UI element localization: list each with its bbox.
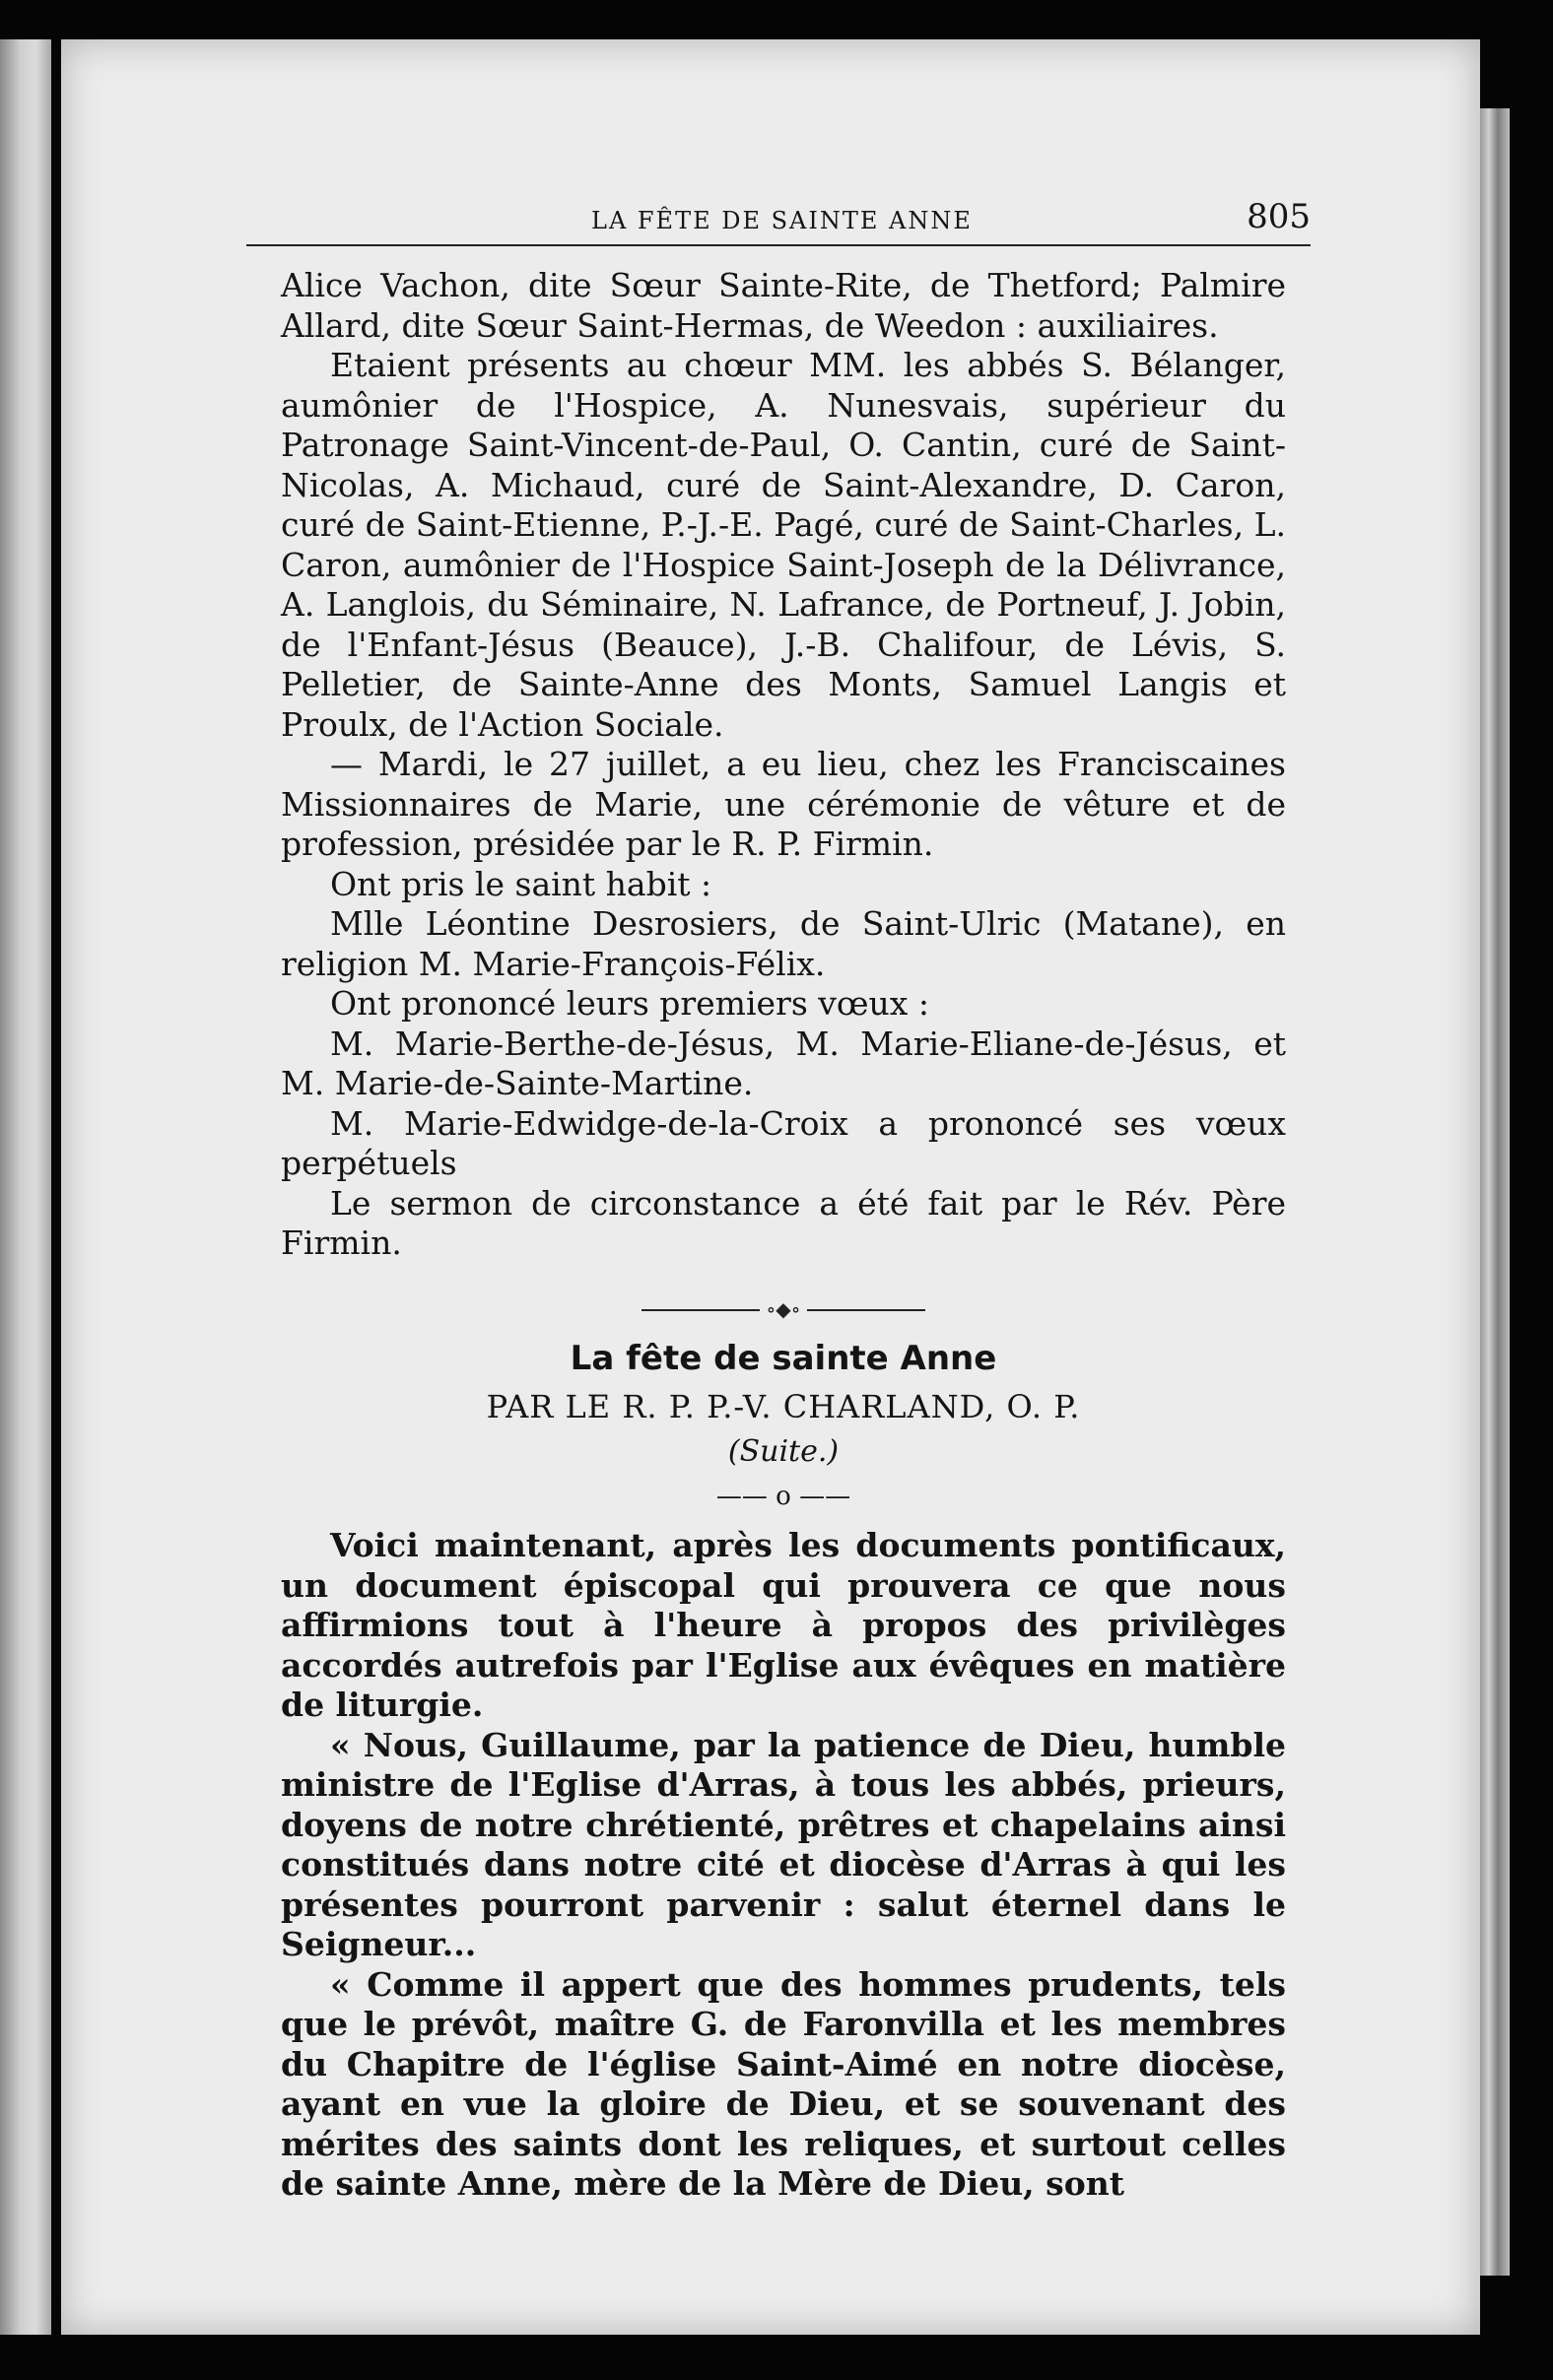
paragraph: Mlle Léontine Desrosiers, de Saint-Ulric (Matane), en religion M. Marie-François-Félix.: [281, 904, 1286, 983]
article-title: La fête de sainte Anne: [570, 1339, 997, 1378]
page-number: 805: [1247, 197, 1311, 236]
small-separator: —— o ——: [715, 1481, 851, 1511]
running-header: [246, 175, 1311, 246]
paragraph: « Comme il appert que des hommes prudents, tels que le prévôt, maître G. de Faronvilla et les membres du Chapitre de l'église Saint-Aimé en notre diocèse, ayant en vue la gloire de Dieu, et se souvenant des mérites des saints dont les reliques, et surtout celles de sainte Anne, mère de la Mère de Dieu, sont: [281, 1964, 1286, 2203]
ornament-glyph: ∘◆∘: [766, 1296, 801, 1321]
paragraph: Alice Vachon, dite Sœur Sainte-Rite, de Thetford; Palmire Allard, dite Sœur Saint-Hermas, de Weedon : auxiliaires.: [281, 266, 1286, 345]
article-continuation-note: (Suite.): [727, 1434, 840, 1469]
paragraph: Voici maintenant, après les documents pontificaux, un document épiscopal qui prouvera ce que nous affirmions tout à l'heure à propos des privilèges accordés autrefois par l'Eglise aux évêques en matière de liturgie.: [281, 1526, 1286, 1724]
ornament-line: [807, 1309, 925, 1311]
section-ornament: [281, 1289, 1286, 1330]
paragraph: Le sermon de circonstance a été fait par le Rév. Père Firmin.: [281, 1183, 1286, 1262]
running-title: LA FÊTE DE SAINTE ANNE: [591, 207, 973, 234]
page-body: [281, 266, 1286, 2205]
adjacent-page-edge: [0, 39, 51, 2335]
paragraph: Etaient présents au chœur MM. les abbés S. Bélanger, aumônier de l'Hospice, A. Nunesvais, supérieur du Patronage Saint-Vincent-de-Paul, O. Cantin, curé de Saint-Nicolas, A. Michaud, curé de Saint-Alexandre, D. Caron, curé de Saint-Etienne, P.-J.-E. Pagé, curé de Saint-Charles, L. Caron, aumônier de l'Hospice Saint-Joseph de la Délivrance, A. Langlois, du Séminaire, N. Lafrance, de Portneuf, J. Jobin, de l'Enfant-Jésus (Beauce), J.-B. Chalifour, de Lévis, S. Pelletier, de Sainte-Anne des Monts, Samuel Langis et Proulx, de l'Action Sociale.: [281, 346, 1286, 744]
paragraph: « Nous, Guillaume, par la patience de Dieu, humble ministre de l'Eglise d'Arras, à tous les abbés, prieurs, doyens de notre chrétienté, prêtres et chapelains ainsi constitués dans notre cité et diocèse d'Arras à qui les présentes pourront parvenir : salut éternel dans le Seigneur...: [281, 1725, 1286, 1963]
article-byline: PAR LE R. P. P.-V. CHARLAND, O. P.: [486, 1387, 1081, 1425]
paragraph: M. Marie-Berthe-de-Jésus, M. Marie-Eliane-de-Jésus, et M. Marie-de-Sainte-Martine.: [281, 1024, 1286, 1102]
page-stack-edge: [1480, 108, 1510, 2276]
ornament-line: [641, 1309, 760, 1311]
paragraph: Ont pris le saint habit :: [330, 864, 712, 903]
paragraph: M. Marie-Edwidge-de-la-Croix a prononcé ses vœux perpétuels: [281, 1103, 1286, 1182]
paragraph: — Mardi, le 27 juillet, a eu lieu, chez les Franciscaines Missionnaires de Marie, une cérémonie de vêture et de profession, présidée par le R. P. Firmin.: [281, 745, 1286, 863]
paragraph: Ont prononcé leurs premiers vœux :: [330, 984, 929, 1023]
